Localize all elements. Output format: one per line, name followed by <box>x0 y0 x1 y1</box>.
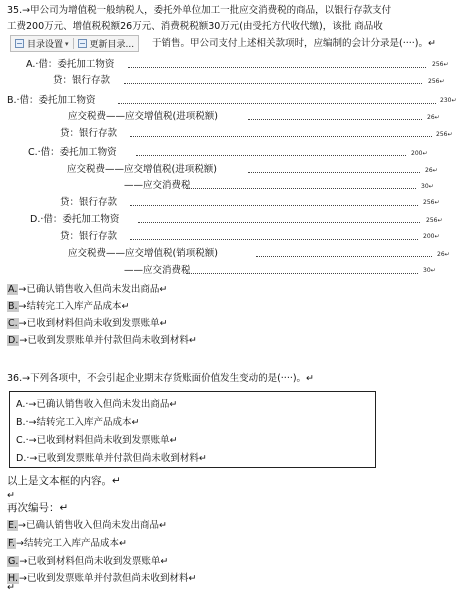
q35-optB-credit: 贷：银行存款 <box>60 128 118 139</box>
q35-optB-amount-2: 26↵ <box>427 114 440 121</box>
list-arrow: → <box>18 301 27 312</box>
leader-dots <box>118 103 436 104</box>
list-number: F. <box>8 538 15 549</box>
q35-optC-amount-4: 256↵ <box>423 199 440 206</box>
q35-optD-amount-3: 26↵ <box>437 251 450 258</box>
list-item-text: 结转完工入库产品成本↵ <box>23 538 127 549</box>
list-number: D. <box>8 335 19 346</box>
empty-paragraph: ↵ <box>7 490 15 501</box>
toc-settings-label: 目录设置 <box>27 40 64 50</box>
text-box[interactable] <box>9 391 376 468</box>
list-number: H. <box>8 573 18 584</box>
q35-optD-amount-4: 30↵ <box>423 267 436 274</box>
q35-optA-debit: A.·借：委托加工物资 <box>26 59 115 70</box>
list-item-text: 结转完工入库产品成本↵ <box>26 301 130 312</box>
leader-dots <box>130 136 432 137</box>
leader-dots <box>186 188 416 189</box>
list-number: B. <box>8 301 18 312</box>
q35-optC-debit: C.·借：委托加工物资 <box>28 147 117 158</box>
list-item <box>7 555 168 568</box>
q35-line-3: 于销售。甲公司支付上述相关款项时，应编制的会计分录是(····)。↵ <box>152 38 436 49</box>
leader-dots <box>186 273 418 274</box>
list-item <box>7 300 129 313</box>
update-toc-icon <box>78 39 87 48</box>
toc-settings-button[interactable] <box>11 37 73 50</box>
after-textbox-text: 以上是文本框的内容。↵ <box>7 475 121 487</box>
leader-dots <box>248 119 422 120</box>
q35-optD-credit: 贷：银行存款 <box>60 231 118 242</box>
list-number: A. <box>8 284 18 295</box>
q35-optD-consumption-tax: ——应交消费税 <box>124 265 191 276</box>
list-item-text: 已收到发票账单并付款但尚未收到材料↵ <box>26 573 197 584</box>
textbox-option-c: C.·→已收到材料但尚未收到发票账单↵ <box>16 435 178 446</box>
list-arrow: → <box>19 335 28 346</box>
list-item-text: 已收到材料但尚未收到发票账单↵ <box>27 556 169 567</box>
leader-dots <box>136 155 406 156</box>
renumber-heading: 再次编号：↵ <box>7 502 69 514</box>
list-item <box>7 283 167 296</box>
list-item <box>7 572 196 585</box>
q35-optB-tax: 应交税费——应交增值税(进项税额) <box>68 111 218 122</box>
leader-dots <box>130 205 418 206</box>
list-arrow: → <box>19 573 27 584</box>
q35-optD-tax: 应交税费——应交增值税(销项税额) <box>68 248 218 259</box>
q35-line-2: 工费200万元、增值税税额26万元、消费税税额30万元(由受托方代收代缴)，该批 商品收 <box>7 21 383 32</box>
list-item <box>7 334 197 347</box>
q35-optB-debit: B.·借：委托加工物资 <box>7 95 96 106</box>
chevron-down-icon: ▾ <box>65 39 69 48</box>
q35-optA-amount-2: 256↵ <box>428 78 445 85</box>
list-arrow: → <box>18 520 26 531</box>
q35-optB-amount-1: 230↵ <box>440 97 457 104</box>
list-item <box>7 317 168 330</box>
leader-dots <box>248 172 420 173</box>
toc-settings-icon <box>15 39 24 48</box>
toc-toolbar <box>10 35 139 52</box>
textbox-option-a: A.·→已确认销售收入但尚未发出商品↵ <box>16 399 178 410</box>
q35-optC-amount-1: 200↵ <box>411 150 428 157</box>
q35-line-1: 35.→甲公司为增值税一般纳税人，委托外单位加工一批应交消费税的商品，以银行存款支付 <box>7 5 392 16</box>
list-item-text: 已确认销售收入但尚未发出商品↵ <box>26 284 168 295</box>
list-item <box>7 537 127 550</box>
update-toc-button[interactable] <box>74 37 139 50</box>
list-number: E. <box>8 520 18 531</box>
q35-optD-debit: D.·借：委托加工物资 <box>30 214 120 225</box>
q35-optA-credit: 贷：银行存款 <box>53 75 111 86</box>
q36-question: 36.→下列各项中，不会引起企业期末存货账面价值发生变动的是(····)。↵ <box>7 373 315 384</box>
list-arrow: → <box>18 318 27 329</box>
q35-optC-tax: 应交税费——应交增值税(进项税额) <box>67 164 217 175</box>
list-item-text: 已收到材料但尚未收到发票账单↵ <box>26 318 168 329</box>
q35-optC-amount-2: 26↵ <box>425 167 438 174</box>
leader-dots <box>128 67 426 68</box>
q35-optC-credit: 贷：银行存款 <box>60 197 118 208</box>
q35-optC-amount-3: 30↵ <box>421 183 434 190</box>
q35-optD-amount-1: 256↵ <box>426 217 443 224</box>
list-number: C. <box>8 318 18 329</box>
list-number: G. <box>8 556 19 567</box>
leader-dots <box>138 222 420 223</box>
list-arrow: → <box>19 556 28 567</box>
q35-optB-amount-3: 256↵ <box>436 131 453 138</box>
leader-dots <box>130 239 418 240</box>
list-item-text: 已确认销售收入但尚未发出商品↵ <box>26 520 167 531</box>
q35-optC-consumption-tax: ——应交消费税 <box>124 180 191 191</box>
textbox-option-d: D.·→已收到发票账单并付款但尚未收到材料↵ <box>16 453 207 464</box>
leader-dots <box>124 83 422 84</box>
update-toc-label: 更新目录... <box>89 40 135 50</box>
list-arrow: → <box>18 284 27 295</box>
end-paragraph-mark: ↵ <box>7 582 15 593</box>
leader-dots <box>256 256 432 257</box>
list-arrow: → <box>15 538 24 549</box>
q35-optD-amount-2: 200↵ <box>423 233 440 240</box>
q35-optA-amount-1: 256↵ <box>432 61 449 68</box>
list-item <box>7 519 167 532</box>
list-item-text: 已收到发票账单并付款但尚未收到材料↵ <box>27 335 197 346</box>
textbox-option-b: B.·→结转完工入库产品成本↵ <box>16 417 140 428</box>
